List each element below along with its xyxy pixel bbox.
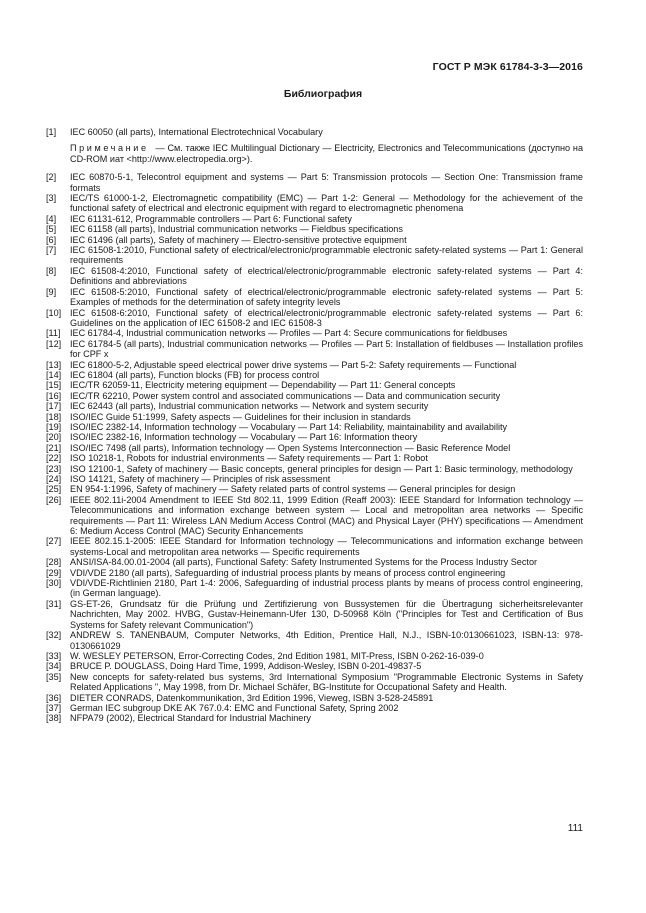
reference-item [46,401,583,411]
reference-number: [34] [46,661,62,672]
reference-number: [26] [46,494,62,505]
reference-item [46,328,583,338]
reference-number: [11] [46,328,61,339]
reference-number: [27] [46,536,62,547]
reference-item [46,172,583,193]
reference-number: [30] [46,578,62,589]
reference-number: [15] [46,380,62,391]
reference-number: [8] [46,265,57,276]
page-number: 111 [567,823,583,834]
reference-text: IEC 61508-5:2010, Functional safety of electrical/electronic/programmable electronic safety-related systems — Part 5: Examples of methods for the determination of safety integrity levels [70,286,583,308]
reference-item [46,672,583,693]
reference-item [46,266,583,287]
reference-number: [19] [46,421,62,432]
reference-item [46,703,583,713]
reference-text: IEC 61158 (all parts), Industrial communication networks — Fieldbus specifications [70,224,403,235]
reference-number: [22] [46,453,62,464]
reference-text: German IEC subgroup DKE AK 767.0.4: EMC and Functional Safety, Spring 2002 [70,702,399,713]
reference-text: ISO/IEC 2382-16, Information technology — Vocabulary — Part 16: Information theory [70,432,418,443]
reference-item [46,339,583,360]
reference-number: [3] [46,193,57,204]
reference-item [46,443,583,453]
reference-number: [12] [46,338,62,349]
reference-text: ISO 10218-1, Robots for industrial environments — Safety requirements — Part 1: Robot [70,453,428,464]
reference-item [46,422,583,432]
reference-text: ANSI/ISA-84.00.01-2004 (all parts), Functional Safety: Safety Instrumented Systems for the Process Industry Sector [70,557,538,568]
reference-item [46,495,583,537]
reference-text: IEC/TR 62210, Power system control and associated communications — Data and communication security [70,390,501,401]
reference-item [46,568,583,578]
reference-text: ISO/IEC Guide 51:1999, Safety aspects — Guidelines for their inclusion in standards [70,411,411,422]
reference-text: ANDREW S. TANENBAUM, Computer Networks, 4th Edition, Prentice Hall, N.J., ISBN-10:0130661023, ISBN-13: 978-0130661029 [70,630,583,651]
reference-text: IEC 61800-5-2, Adjustable speed electrical power drive systems — Part 5-2: Safety requirements — Functional [70,359,517,370]
reference-number: [1] [46,127,57,137]
reference-item [46,713,583,723]
reference-rows [46,172,583,724]
reference-text: GS-ET-26, Grundsatz für die Prüfung und Zertifizierung von Bussystemen für die Übertragung sicherheitsrelevanter Nachrichten, May 2002. HVBG, Gustav-Heinemann-Ufer 130, D-50968 Köln ("Principles for Test and Certification of Bus Systems for Safety relevant Communication") [70,598,583,630]
bibliography-list [46,127,583,724]
reference-item [46,193,583,214]
reference-text: DIETER CONRADS, Datenkommunikation, 3rd Edition 1996, Vieweg, ISBN 3-528-245891 [70,692,434,703]
reference-number: [36] [46,692,62,703]
reference-text: IEC 61508-1:2010, Functional safety of electrical/electronic/programmable electronic safety-related systems — Part 1: General requirements [70,245,583,266]
reference-item [46,391,583,401]
reference-text: IEC 61131-612, Programmable controllers — Part 6: Functional safety [70,213,352,224]
page-title: Библиография [283,88,363,100]
reference-text: EN 954-1:1996, Safety of machinery — Safety related parts of control systems — General principles for design [70,484,516,495]
reference-text: ISO/IEC 2382-14, Information technology — Vocabulary — Part 14: Reliability, maintainability and availability [70,421,508,432]
reference-item [46,214,583,224]
reference-text: ISO 12100-1, Safety of machinery — Basic concepts, general principles for design — Part 1: Basic terminology, methodology [70,463,573,474]
reference-number: [16] [46,390,62,401]
reference-number: [18] [46,411,62,422]
reference-text: IEC 61496 (all parts), Safety of machinery — Electro-sensitive protective equipment [70,234,407,245]
reference-text: IEC/TS 61000-1-2, Electromagnetic compatibility (EMC) — Part 1-2: General — Methodology for the achievement of the functional safety of electrical and electronic equipment with regard to electromagnetic phenomena [70,193,583,214]
reference-number: [4] [46,213,57,224]
reference-number: [35] [46,671,62,682]
reference-number: [31] [46,598,62,609]
reference-item [46,380,583,390]
reference-text: IEC 60050 (all parts), International Electrotechnical Vocabulary [70,127,323,137]
reference-text: W. WESLEY PETERSON, Error-Correcting Codes, 2nd Edition 1981, MIT-Press, ISBN 0-262-16-039-0 [70,650,484,661]
reference-text: VDI/VDE 2180 (all parts), Safeguarding of industrial process plants by means of process control engineering [70,567,506,578]
reference-number: [2] [46,172,57,183]
reference-item [46,224,583,234]
reference-item [46,432,583,442]
reference-item [46,287,583,308]
reference-number: [20] [46,432,62,443]
reference-item [46,245,583,266]
reference-item [46,235,583,245]
reference-number: [37] [46,702,62,713]
reference-number: [33] [46,650,62,661]
reference-text: NFPA79 (2002), Electrical Standard for Industrial Machinery [70,713,311,724]
reference-number: [13] [46,359,62,370]
reference-number: [9] [46,286,57,297]
reference-item [46,536,583,557]
reference-number: [21] [46,442,62,453]
reference-item [46,578,583,599]
reference-number: [28] [46,557,62,568]
reference-item [46,474,583,484]
reference-number: [32] [46,630,62,641]
reference-text: BRUCE P. DOUGLASS, Doing Hard Time, 1999, Addison-Wesley, ISBN 0-201-49837-5 [70,661,422,672]
reference-text: IEEE 802.15.1-2005: IEEE Standard for Information technology — Telecommunications and information exchange between systems-Local and metropolitan area networks — Specific requirements [70,536,583,557]
reference-item [46,693,583,703]
reference-text: IEEE 802.11i-2004 Amendment to IEEE Std 802.11, 1999 Edition (Reaff 2003): IEEE Standard for Information technology — Telecommunications and information exchange between system — Local and metropolitan area networks — Specific requirements — Part 11: Wireless LAN Medium Access Control (MAC) and Physical Layer (PHY) specifications — Amendment 6: Medium Access Control (MAC) Security Enhancements [70,494,583,537]
reference-number: [38] [46,713,62,724]
reference-number: [14] [46,369,62,380]
reference-number: [29] [46,567,62,578]
reference-text: IEC 61804 (all parts), Function blocks (FB) for process control [70,369,320,380]
reference-number: [5] [46,224,57,235]
note-label: Примечание [70,143,149,154]
reference-item [46,453,583,463]
reference-text: New concepts for safety-related bus systems, 3rd International Symposium "Programmable Electronic Systems in Safety Related Applications ", May 1998, from Dr. Michael Schäfer, BG-Institute for Occupational Safety and Health. [70,671,583,693]
reference-number: [23] [46,463,62,474]
reference-item [46,412,583,422]
reference-text: IEC/TR 62059-11, Electricity metering equipment — Dependability — Part 11: General concepts [70,380,456,391]
reference-text: IEC 60870-5-1, Telecontrol equipment and systems — Part 5: Transmission protocols — Section One: Transmission frame formats [70,172,583,193]
reference-text: IEC 62443 (all parts), Industrial communication networks — Network and system security [70,401,429,412]
reference-text: IEC 61508-4:2010, Functional safety of electrical/electronic/programmable electronic safety-related systems — Part 4: Definitions and abbreviations [70,265,583,287]
reference-text: IEC 61784-4, Industrial communication networks — Profiles — Part 4: Secure communications for fieldbuses [70,328,508,339]
reference-item [46,308,583,329]
reference-item [46,599,583,630]
reference-text: IEC 61784-5 (all parts), Industrial communication networks — Profiles — Part 5: Installation of fieldbuses — Installation profiles for CPF x [70,338,583,360]
reference-item [46,360,583,370]
reference-item [46,370,583,380]
reference-number: [6] [46,234,57,245]
note-text: — См. также IEC Multilingual Dictionary — Electricity, Electronics and Telecommunications (доступно на CD-ROM иат <http://www.electropedia.org>). [70,143,583,164]
reference-item [46,484,583,494]
reference-number: [24] [46,474,62,484]
reference-item [46,661,583,671]
reference-number: [7] [46,245,57,256]
note [46,143,583,164]
reference-number: [25] [46,484,62,495]
reference-item [46,630,583,651]
reference-text: ISO 14121, Safety of machinery — Principles of risk assessment [70,474,331,484]
reference-item [46,557,583,567]
reference-number: [17] [46,401,62,412]
reference-item [46,127,583,137]
reference-item [46,651,583,661]
reference-text: IEC 61508-6:2010, Functional safety of electrical/electronic/programmable electronic safety-related systems — Part 6: Guidelines on the application of IEC 61508-2 and IEC 61508-3 [70,307,583,328]
reference-item [46,464,583,474]
reference-text: VDI/VDE-Richtlinien 2180, Part 1-4: 2006, Safeguarding of industrial process plants by means of process control engineering, (in German language). [70,578,583,599]
document-code: ГОСТ Р МЭК 61784-3-3—2016 [432,61,583,73]
reference-number: [10] [46,307,62,318]
reference-text: ISO/IEC 7498 (all parts), Information technology — Open Systems Interconnection — Basic Reference Model [70,442,511,453]
